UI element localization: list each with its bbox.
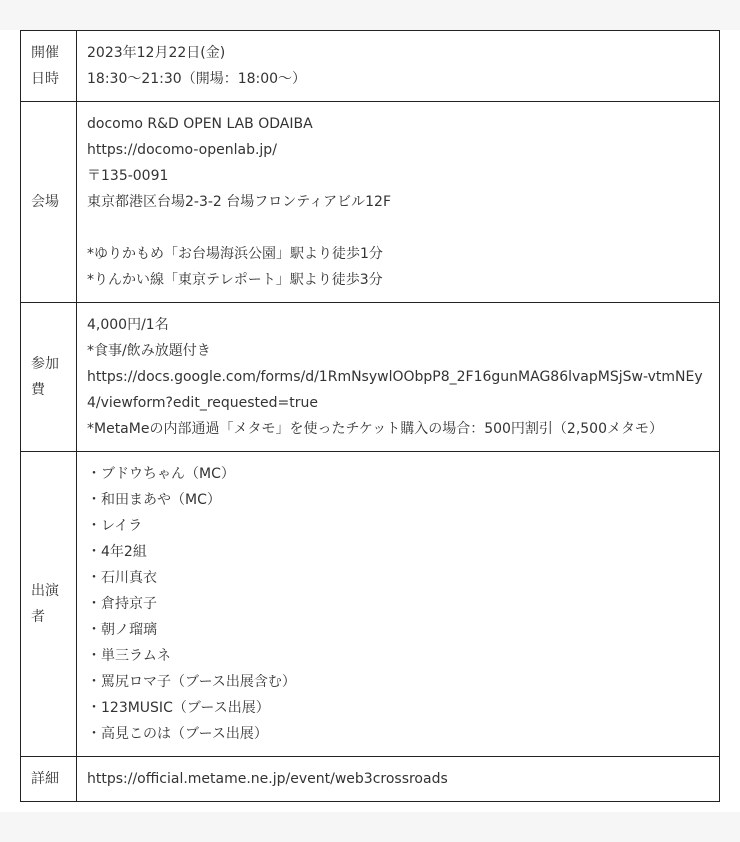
- row-label-cell: [21, 31, 77, 102]
- value-line: *ゆりかもめ「お台場海浜公園」駅より徒歩1分: [87, 246, 383, 262]
- link-text[interactable]: https://docomo-openlab.jp/: [87, 142, 277, 158]
- info-row-fee: [21, 303, 720, 452]
- value-line: ・ブドウちゃん（MC）: [87, 466, 235, 482]
- info-row-datetime: [21, 31, 720, 102]
- value-line: ・レイラ: [87, 518, 143, 534]
- value-line: ・高見このは（ブース出展）: [87, 726, 268, 742]
- row-label-cell: [21, 102, 77, 303]
- row-label: 参加費: [31, 356, 59, 398]
- row-label: 会場: [31, 194, 59, 210]
- link-text[interactable]: https://docs.google.com/forms/d/1RmNsywlOObpP8_2F16gunMAG86lvapMSjSw-vtmNEy4/viewform?edit_requested=true: [87, 369, 703, 411]
- value-line: 18:30〜21:30（開場：18:00〜）: [87, 71, 307, 87]
- row-label: 開催日時: [31, 45, 59, 87]
- value-line: 東京都港区台場2-3-2 台場フロンティアビル12F: [87, 194, 392, 210]
- value-line: *りんかい線「東京テレポート」駅より徒歩3分: [87, 272, 383, 288]
- row-value-cell: [77, 452, 720, 757]
- value-line: [87, 215, 709, 241]
- value-line: ・123MUSIC（ブース出展）: [87, 700, 270, 716]
- event-info-table-body: [21, 31, 720, 802]
- row-label: 出演者: [31, 583, 59, 625]
- value-line: ・罵尻ロマ子（ブース出展含む）: [87, 674, 296, 690]
- event-info-table: [20, 30, 720, 802]
- row-value-cell: [77, 303, 720, 452]
- value-line: ・単三ラムネ: [87, 648, 171, 664]
- value-line: *食事/飲み放題付き: [87, 343, 211, 359]
- value-line: ・朝ノ瑠璃: [87, 622, 157, 638]
- link-text[interactable]: https://official.metame.ne.jp/event/web3crossroads: [87, 771, 448, 787]
- row-label-cell: [21, 452, 77, 757]
- info-row-details: [21, 757, 720, 802]
- row-label-cell: [21, 303, 77, 452]
- info-row-venue: [21, 102, 720, 303]
- row-label: 詳細: [31, 771, 59, 787]
- value-line: docomo R&D OPEN LAB ODAIBA: [87, 116, 313, 132]
- value-line: 4,000円/1名: [87, 317, 169, 333]
- row-label-cell: [21, 757, 77, 802]
- row-value-cell: [77, 757, 720, 802]
- row-value-cell: [77, 102, 720, 303]
- value-line: 〒135-0091: [87, 168, 169, 184]
- value-line: ・和田まあや（MC）: [87, 492, 221, 508]
- value-line: ・石川真衣: [87, 570, 157, 586]
- value-line: ・倉持京子: [87, 596, 157, 612]
- value-line: 2023年12月22日(金): [87, 45, 226, 61]
- value-line: *MetaMeの内部通過「メタモ」を使ったチケット購入の場合：500円割引（2,500メタモ）: [87, 421, 663, 437]
- value-line: ・4年2組: [87, 544, 147, 560]
- top-band: [0, 0, 740, 30]
- row-value-cell: [77, 31, 720, 102]
- info-row-performers: [21, 452, 720, 757]
